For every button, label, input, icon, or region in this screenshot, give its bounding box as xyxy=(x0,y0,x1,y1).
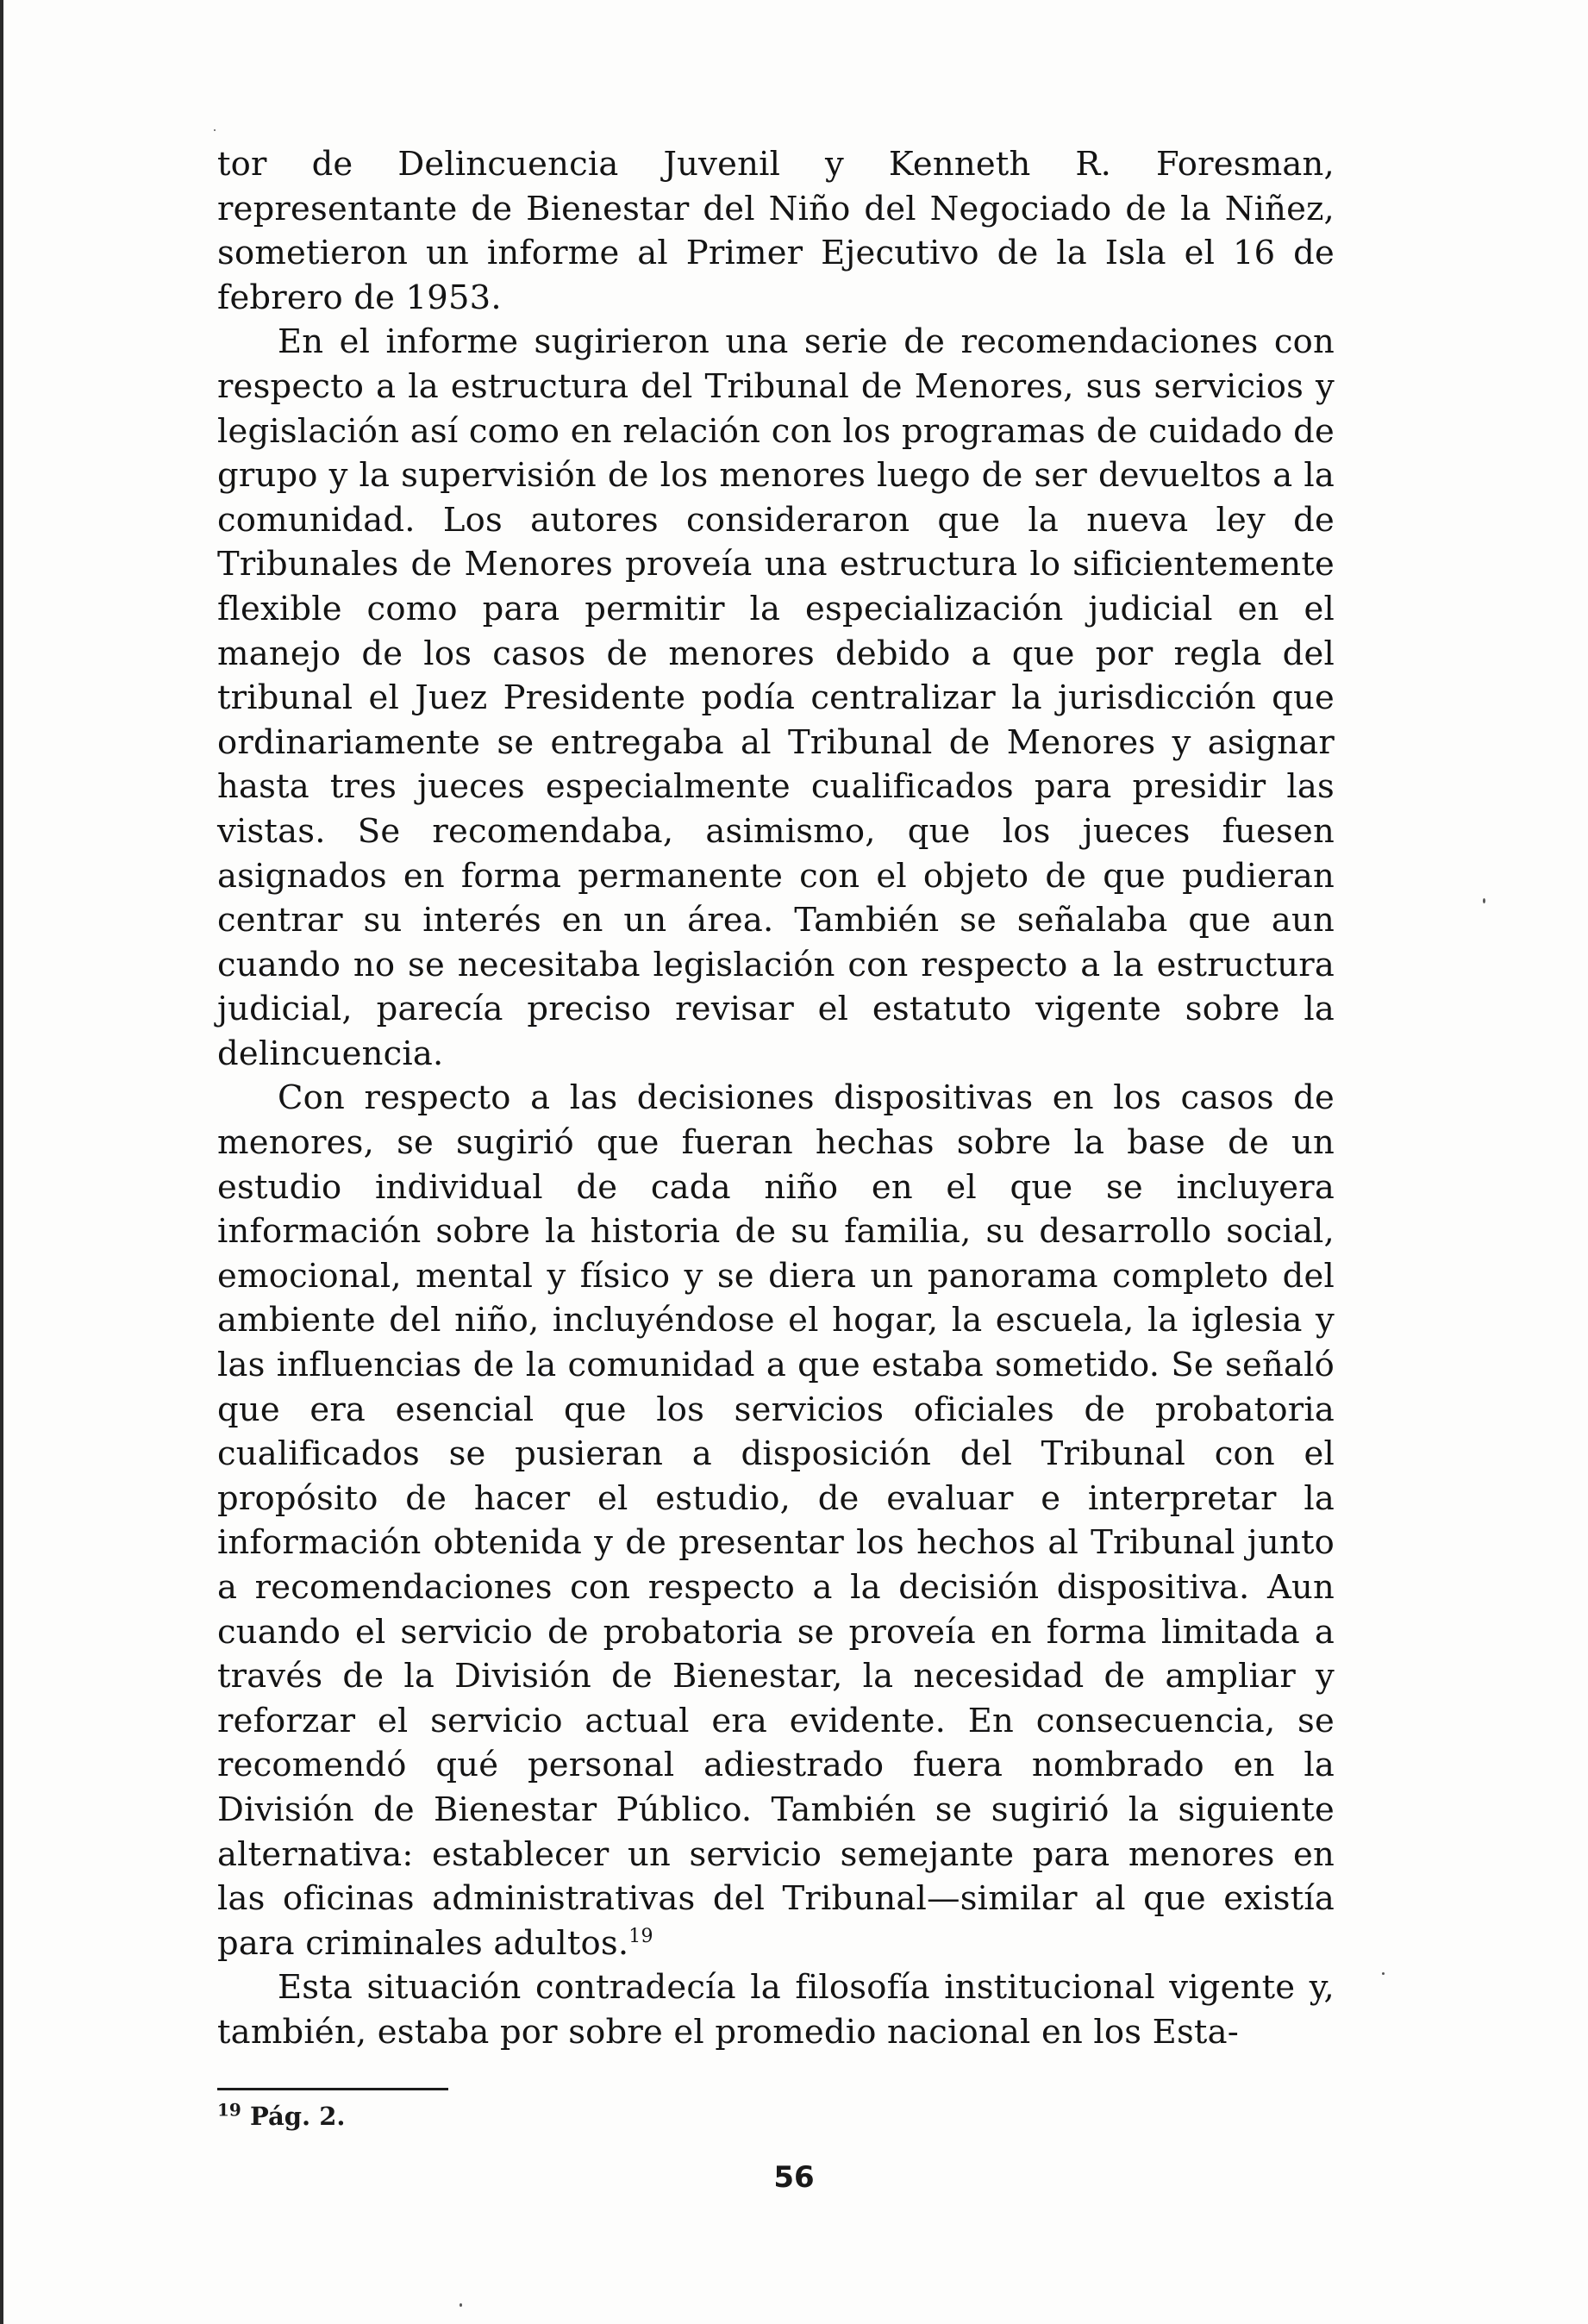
footnote-text: Pág. 2. xyxy=(249,2102,346,2131)
footnote-number: 19 xyxy=(217,2099,241,2121)
footnote xyxy=(217,2099,346,2131)
scan-speck xyxy=(214,129,216,131)
paragraph-3 xyxy=(217,1076,1335,1965)
body-text xyxy=(217,142,1335,2055)
paragraph-4: Esta situación contradecía la filosofía institucional vigente y, también, estaba por sobre el promedio nacional en los Esta- xyxy=(217,1968,1335,2052)
paragraph-2: En el informe sugirieron una serie de recomendaciones con respecto a la estructura del Tribunal de Menores, sus servicios y legislación así como en relación con los programas de cuidado de grupo y la supervisión de los menores luego de ser devueltos a la comunidad. Los autores consideraron que la nueva ley de Tribunales de Menores proveía una estructura lo sificientemente flexible como para permitir la especialización judicial en el manejo de los casos de menores debido a que por regla del tribunal el Juez Presidente podía centralizar la jurisdicción que ordinariamente se entregaba al Tribunal de Menores y asignar hasta tres jueces especialmente cualificados para presidir las vistas. Se recomendaba, asimismo, que los jueces fuesen asignados en forma permanente con el objeto de que pudieran centrar su interés en un área. También se señalaba que aun cuando no se necesitaba legislación con respecto a la estructura judicial, parecía preciso revisar el estatuto vigente sobre la delincuencia. xyxy=(217,322,1335,1073)
scan-speck xyxy=(1382,1972,1385,1975)
footnote-divider xyxy=(217,2088,448,2090)
paragraph-1: tor de Delincuencia Juvenil y Kenneth R. Foresman, representante de Bienestar del Niño del Negociado de la Niñez, sometieron un informe al Primer Ejecutivo de la Isla el 16 de febrero de 1953. xyxy=(217,145,1335,317)
page-edge-rule xyxy=(0,0,3,2324)
scan-speck xyxy=(1483,898,1485,903)
paragraph-3-text: Con respecto a las decisiones dispositivas en los casos de menores, se sugirió que fueran hechas sobre la base de un estudio individual de cada niño en el que se incluyera información sobre la historia de su familia, su desarrollo social, emocional, mental y físico y se diera un panorama completo del ambiente del niño, incluyéndose el hogar, la escuela, la iglesia y las influencias de la comunidad a que estaba sometido. Se señaló que era esencial que los servicios oficiales de probatoria cualificados se pusieran a disposición del Tribunal con el propósito de hacer el estudio, de evaluar e interpretar la información obtenida y de presentar los hechos al Tribunal junto a recomendaciones con respecto a la decisión dispositiva. Aun cuando el servicio de probatoria se proveía en forma limitada a través de la División de Bienestar, la necesidad de ampliar y reforzar el servicio actual era evidente. En consecuencia, se recomendó qué personal adiestrado fuera nombrado en la División de Bienestar Público. También se sugirió la siguiente alternativa: establecer un servicio semejante para menores en las oficinas administrativas del Tribunal—similar al que existía para criminales adultos. xyxy=(217,1078,1335,1963)
scan-speck xyxy=(460,2303,462,2307)
page-number: 56 xyxy=(773,2160,815,2195)
footnote-reference: 19 xyxy=(628,1925,653,1947)
